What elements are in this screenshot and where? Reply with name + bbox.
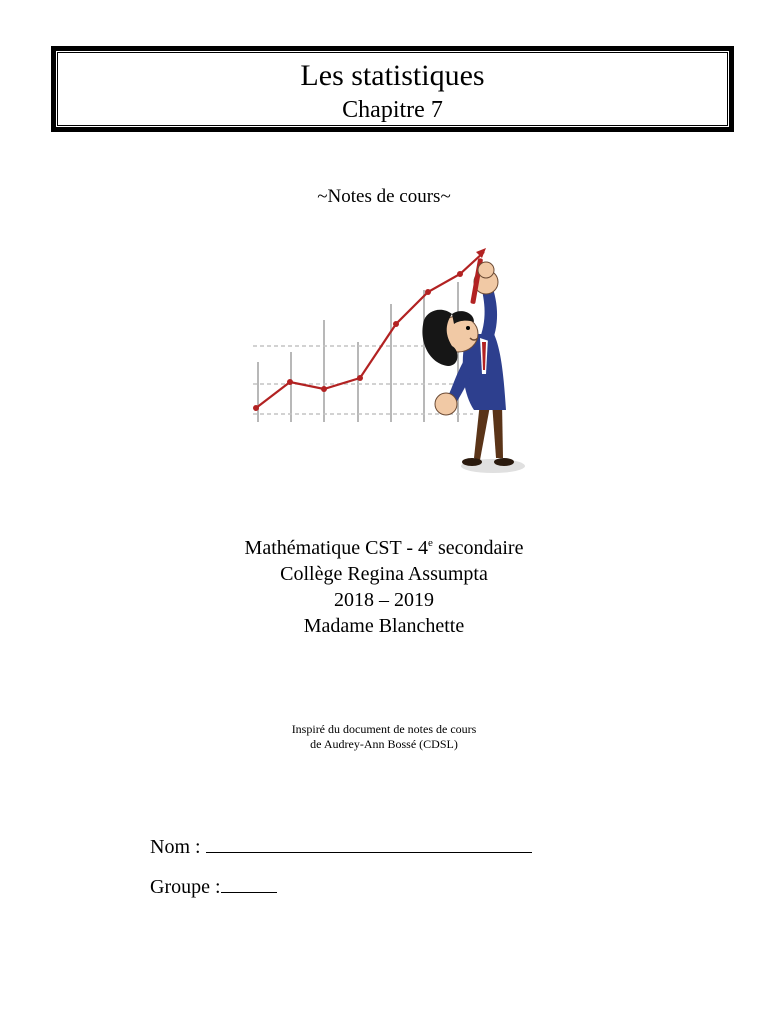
teacher-name: Madame Blanchette: [303, 615, 465, 637]
notes-label: ~Notes de cours~: [317, 186, 451, 207]
credit-line-1: Inspiré du document de notes de cours: [291, 722, 477, 736]
course-info: [0, 535, 768, 639]
course-subject: [0, 535, 768, 561]
title-box: [51, 46, 734, 132]
course-subject-prefix: Mathématique CST - 4: [244, 537, 429, 559]
man-drawing-rising-line-chart-icon: [248, 242, 528, 482]
course-subject-superscript: e: [428, 537, 433, 549]
name-field: [150, 836, 532, 859]
chapter-label: Chapitre 7: [342, 97, 443, 123]
course-subject-suffix: secondaire: [432, 537, 524, 559]
group-label: Groupe :: [150, 876, 221, 898]
name-blank-line[interactable]: [206, 836, 532, 853]
group-blank-line[interactable]: [221, 876, 277, 893]
group-field: [150, 876, 277, 899]
document-title: Les statistiques: [300, 59, 485, 92]
name-label: Nom :: [150, 836, 201, 858]
credit-line-2: de Audrey-Ann Bossé (CDSL): [310, 737, 458, 751]
school-name: Collège Regina Assumpta: [280, 563, 488, 585]
school-year: 2018 – 2019: [334, 589, 434, 611]
credit-note: [0, 722, 768, 752]
